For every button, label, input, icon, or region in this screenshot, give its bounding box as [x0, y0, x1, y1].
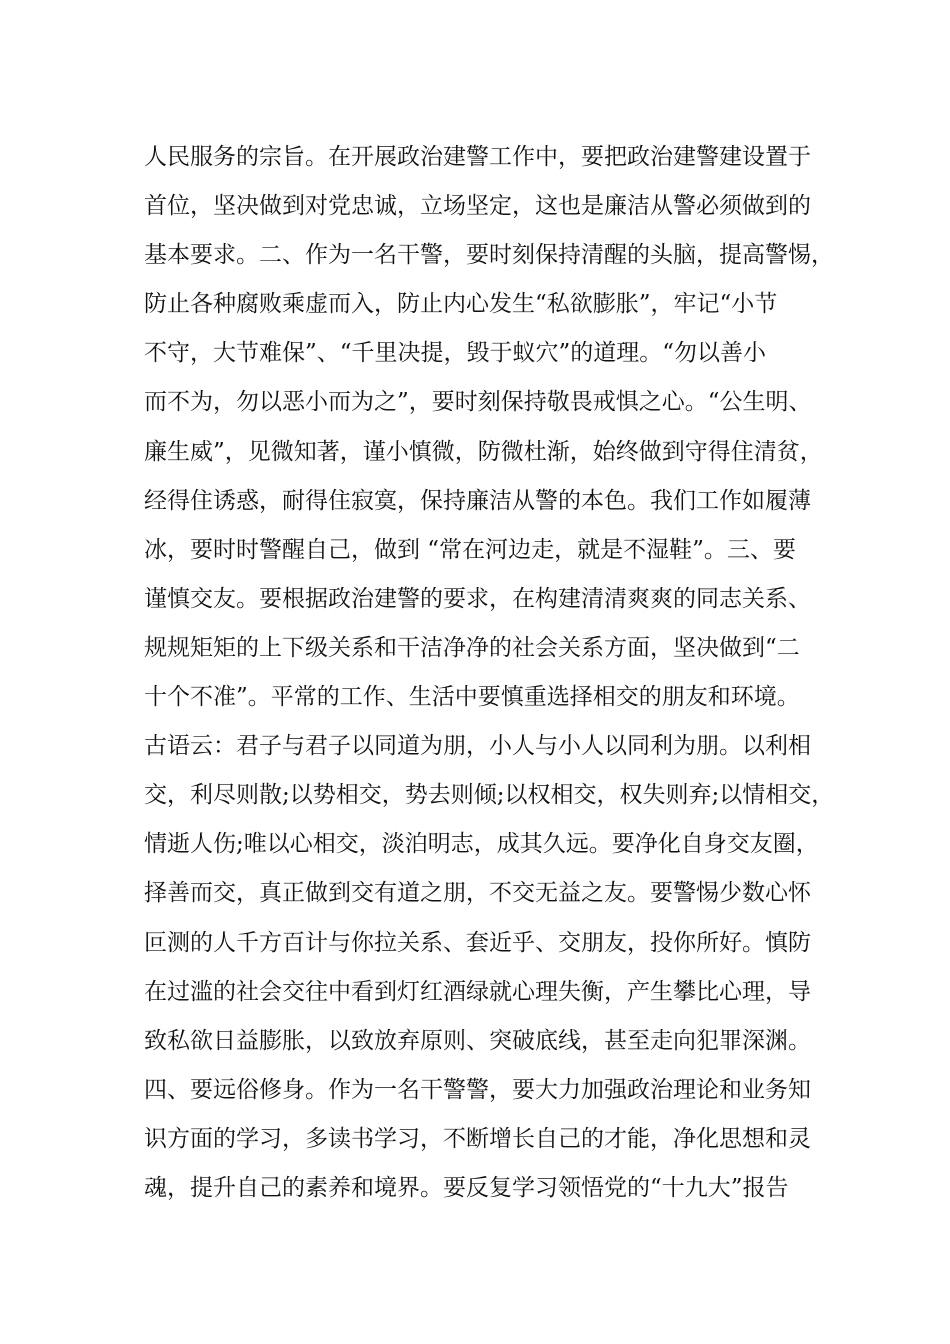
- text-line-6: 而不为，勿以恶小而为之”，要时刻保持敬畏戒惧之心。“公生明、: [144, 389, 812, 416]
- text-line-19: 致私欲日益膨胀，以致放弃原则、突破底线，甚至走向犯罪深渊。: [144, 1027, 811, 1054]
- text-line-8: 经得住诱惑，耐得住寂寞，保持廉洁从警的本色。我们工作如履薄: [144, 487, 811, 514]
- text-line-7: 廉生威”，见微知著，谨小慎微，防微杜渐，始终做到守得住清贫，: [144, 438, 823, 465]
- text-line-17: 叵测的人千方百计与你拉关系、套近乎、交朋友，投你所好。慎防: [144, 929, 811, 956]
- text-line-12: 十个不准”。平常的工作、生活中要慎重选择相交的朋友和环境。: [144, 684, 800, 711]
- text-line-14: 交，利尽则散;以势相交，势去则倾;以权相交，权失则弃;以情相交，: [144, 782, 834, 809]
- text-line-16: 择善而交，真正做到交有道之朋，不交无益之友。要警惕少数心怀: [144, 880, 811, 907]
- text-line-20: 四、要远俗修身。作为一名干警警，要大力加强政治理论和业务知: [144, 1076, 811, 1103]
- text-line-2: 首位，坚决做到对党忠诚，立场坚定，这也是廉洁从警必须做到的: [144, 193, 811, 220]
- text-line-22: 魂，提升自己的素养和境界。要反复学习领悟党的“十九大”报告: [144, 1174, 789, 1201]
- text-line-15: 情逝人伤;唯以心相交，淡泊明志，成其久远。要净化自身交友圈，: [144, 831, 819, 858]
- text-line-1: 人民服务的宗旨。在开展政治建警工作中，要把政治建警建设置于: [144, 144, 811, 170]
- text-line-5: 不守，大节难保”、“千里决提，毁于蚁穴”的道理。“勿以善小: [144, 340, 767, 367]
- text-line-21: 识方面的学习，多读书学习，不断增长自己的才能，净化思想和灵: [144, 1125, 811, 1152]
- text-line-9: 冰，要时时警醒自己，做到 “常在河边走，就是不湿鞋”。三、要: [144, 536, 796, 563]
- text-line-11: 规规矩矩的上下级关系和干洁净净的社会关系方面，坚决做到“二: [144, 634, 800, 661]
- text-line-3: 基本要求。二、作为一名干警，要时刻保持清醒的头脑，提高警惕，: [144, 242, 834, 269]
- text-line-13: 古语云：君子与君子以同道为朋，小人与小人以同利为朋。以利相: [144, 733, 811, 760]
- text-line-18: 在过滥的社会交往中看到灯红酒绿就心理失衡，产生攀比心理，导: [144, 978, 811, 1005]
- text-line-10: 谨慎交友。要根据政治建警的要求，在构建清清爽爽的同志关系、: [144, 585, 811, 612]
- text-line-4: 防止各种腐败乘虚而入，防止内心发生“私欲膨胀”，牢记“小节: [144, 291, 778, 318]
- body-text: [144, 133, 834, 1213]
